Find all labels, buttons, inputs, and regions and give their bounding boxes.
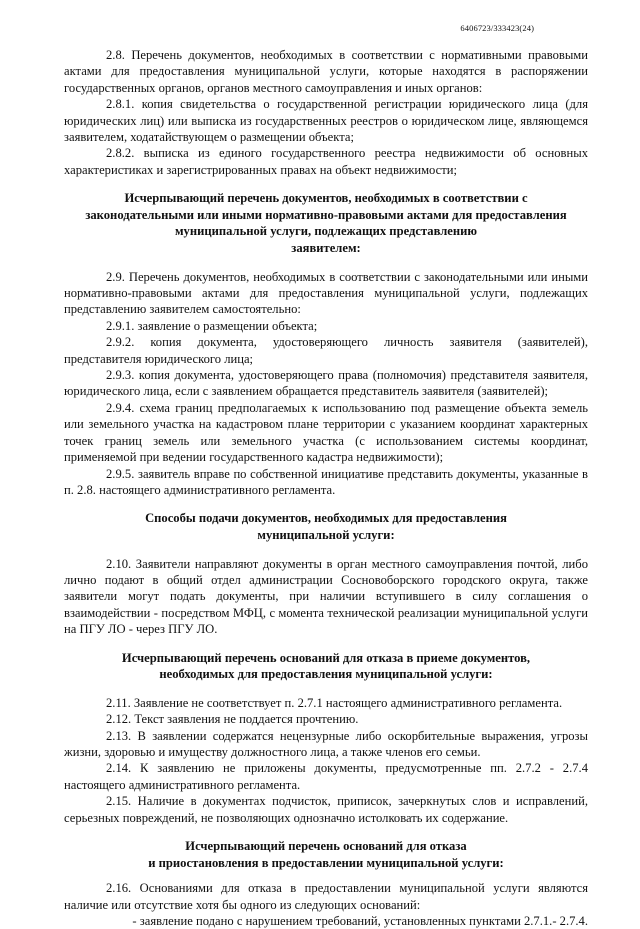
paragraph: 2.14. К заявлению не приложены документы, предусмотренные пп. 2.7.2 - 2.7.4 настоящего административного регламента.	[64, 761, 588, 792]
paragraph: 2.9.1. заявление о размещении объекта;	[106, 318, 318, 333]
section-heading-line: заявителем:	[291, 241, 361, 256]
paragraph: - заявление подано с нарушением требований, установленных пунктами 2.7.1.- 2.7.4.	[132, 913, 588, 928]
paragraph: 2.15. Наличие в документах подчисток, приписок, зачеркнутых слов и исправлений, серьезных повреждений, не позволяющих однозначно истолковать их содержание.	[64, 794, 588, 825]
spacer	[64, 871, 588, 880]
paragraph: 2.9.4. схема границ предполагаемых к использованию под размещение объекта земель или земельного участка на кадастровом плане территории с указанием координат характерных точек границ земель или земельного участка (с использованием системы координат, применяемой при ведении государственного кадастра недвижимости);	[64, 400, 588, 465]
spacer	[64, 683, 588, 695]
spacer	[64, 498, 588, 510]
section-heading	[64, 510, 588, 543]
paragraph: 2.9.2. копия документа, удостоверяющего личность заявителя (заявителей), представителя юридического лица;	[64, 335, 588, 366]
section-heading-line: Способы подачи документов, необходимых для предоставления	[145, 511, 507, 526]
section-heading	[64, 190, 588, 256]
spacer	[64, 544, 588, 556]
spacer	[64, 257, 588, 269]
paragraph: 2.8.1. копия свидетельства о государственной регистрации юридического лица (для юридических лиц) или выписка из государственных реестров о юридическом лице, являющемся заявителем, ходатайствующем о размещении объекта;	[64, 97, 588, 145]
section-heading	[64, 838, 588, 871]
section-heading-line: муниципальной услуги, подлежащих представлению	[174, 224, 478, 239]
paragraph: 2.9.3. копия документа, удостоверяющего права (полномочия) представителя заявителя, юридического лица, если с заявлением обращается представитель заявителя (заявителей);	[64, 368, 588, 399]
paragraph: 2.10. Заявители направляют документы в орган местного самоуправления почтой, либо лично подают в общий отдел администрации Сосновоборского городского округа, также заявители могут подать документы, при наличии вступившего в силу соглашения о взаимодействии - посредством МФЦ, с момента технической реализации муниципальной услуги на ПГУ ЛО - через ПГУ ЛО.	[64, 556, 588, 637]
paragraph: 2.11. Заявление не соответствует п. 2.7.1 настоящего административного регламента.	[106, 695, 563, 710]
spacer	[64, 638, 588, 650]
paragraph: 2.8. Перечень документов, необходимых в соответствии с нормативными правовыми актами для предоставления муниципальной услуги, которые находятся в распоряжении государственных органов, органов местного самоуправления и иных органов:	[64, 48, 588, 95]
paragraph: 2.12. Текст заявления не поддается прочтению.	[106, 712, 359, 727]
section-heading-line: и приостановления в предоставлении муниципальной услуги:	[148, 855, 504, 870]
section-heading-line: Исчерпывающий перечень документов, необходимых в соответствии с	[124, 191, 528, 206]
section-heading-line: Исчерпывающий перечень оснований для отказа	[185, 838, 467, 853]
document-body	[64, 47, 588, 929]
paragraph: 2.9. Перечень документов, необходимых в соответствии с законодательными или иными нормативно-правовыми актами для предоставления муниципальной услуги, подлежащих представлению заявителем самостоятельно:	[64, 269, 588, 317]
spacer	[64, 178, 588, 190]
section-heading-line: муниципальной услуги:	[257, 527, 395, 542]
section-heading	[64, 650, 588, 683]
section-heading-line: Исчерпывающий перечень оснований для отказа в приеме документов,	[121, 650, 531, 665]
spacer	[64, 826, 588, 838]
paragraph: 2.9.5. заявитель вправе по собственной инициативе представить документы, указанные в п. 2.8. настоящего административного регламента.	[64, 466, 588, 497]
paragraph: 2.8.2. выписка из единого государственного реестра недвижимости об основных характеристиках и зарегистрированных правах на объект недвижимости;	[64, 146, 588, 177]
section-heading-line: необходимых для предоставления муниципальной услуги:	[159, 667, 493, 682]
document-id: 6406723/333423(24)	[460, 23, 534, 33]
paragraph: 2.16. Основаниями для отказа в предоставлении муниципальной услуги являются наличие или отсутствие хотя бы одного из следующих оснований:	[64, 881, 588, 912]
paragraph: 2.13. В заявлении содержатся нецензурные либо оскорбительные выражения, угрозы жизни, здоровью и имуществу должностного лица, а также членов его семьи.	[64, 728, 588, 759]
section-heading-line: законодательными или иными нормативно-правовыми актами для предоставления	[85, 207, 567, 222]
